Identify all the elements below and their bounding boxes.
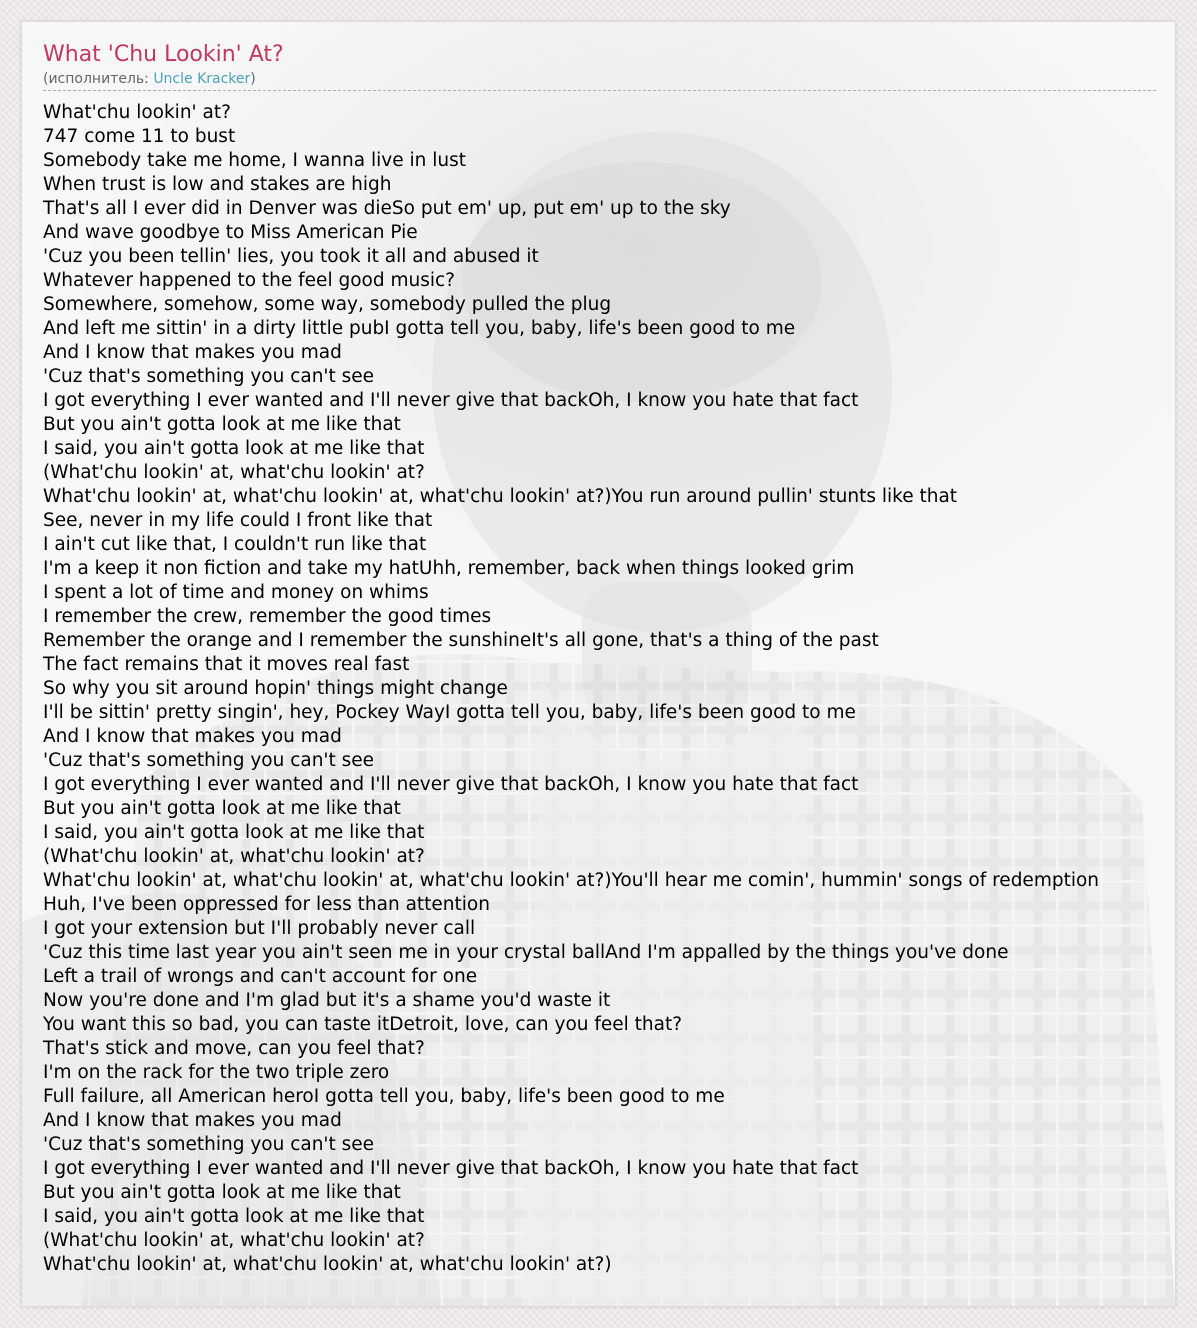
lyric-line: 747 come 11 to bust: [43, 126, 236, 147]
lyric-line: I ain't cut like that, I couldn't run like that: [43, 534, 427, 555]
lyric-line: What'chu lookin' at, what'chu lookin' at, what'chu lookin' at?)You'll hear me comin', hummin' songs of redemption: [43, 870, 1100, 891]
lyric-line: 'Cuz this time last year you ain't seen me in your crystal ballAnd I'm appalled by the things you've done: [43, 942, 1009, 963]
lyric-line: I got your extension but I'll probably never call: [43, 918, 476, 939]
lyric-line: What'chu lookin' at, what'chu lookin' at, what'chu lookin' at?): [43, 1254, 612, 1275]
lyric-line: And I know that makes you mad: [43, 1110, 342, 1131]
lyric-line: I said, you ain't gotta look at me like that: [43, 1206, 425, 1227]
lyric-line: You want this so bad, you can taste itDetroit, love, can you feel that?: [43, 1014, 683, 1035]
title-divider: [43, 90, 1156, 91]
lyric-line: (What'chu lookin' at, what'chu lookin' at?: [43, 846, 425, 867]
lyric-line: I'll be sittin' pretty singin', hey, Pockey WayI gotta tell you, baby, life's been good to me: [43, 702, 856, 723]
lyric-line: Remember the orange and I remember the sunshineIt's all gone, that's a thing of the past: [43, 630, 879, 651]
lyric-line: 'Cuz that's something you can't see: [43, 1134, 375, 1155]
lyric-line: Whatever happened to the feel good music?: [43, 270, 455, 291]
lyric-line: But you ain't gotta look at me like that: [43, 414, 401, 435]
lyric-line: And wave goodbye to Miss American Pie: [43, 222, 418, 243]
lyrics-text: [43, 101, 1174, 1277]
lyrics-card: [21, 21, 1176, 1307]
lyric-line: Somebody take me home, I wanna live in lust: [43, 150, 466, 171]
lyric-line: And left me sittin' in a dirty little pubI gotta tell you, baby, life's been good to me: [43, 318, 796, 339]
lyric-line: I got everything I ever wanted and I'll never give that backOh, I know you hate that fact: [43, 774, 859, 795]
lyric-line: Now you're done and I'm glad but it's a shame you'd waste it: [43, 990, 611, 1011]
lyric-line: And I know that makes you mad: [43, 726, 342, 747]
lyric-line: (What'chu lookin' at, what'chu lookin' at?: [43, 462, 425, 483]
lyric-line: I'm a keep it non fiction and take my hatUhh, remember, back when things looked grim: [43, 558, 855, 579]
song-title: What 'Chu Lookin' At?: [43, 42, 284, 67]
lyric-line: That's all I ever did in Denver was dieSo put em' up, put em' up to the sky: [43, 198, 731, 219]
lyric-line: See, never in my life could I front like that: [43, 510, 433, 531]
lyric-line: Left a trail of wrongs and can't account for one: [43, 966, 478, 987]
lyric-line: But you ain't gotta look at me like that: [43, 798, 401, 819]
lyric-line: So why you sit around hopin' things might change: [43, 678, 508, 699]
lyric-line: I said, you ain't gotta look at me like that: [43, 822, 425, 843]
lyric-line: I got everything I ever wanted and I'll never give that backOh, I know you hate that fact: [43, 390, 859, 411]
lyric-line: 'Cuz that's something you can't see: [43, 750, 375, 771]
artist-suffix: ): [250, 71, 256, 87]
lyric-line: When trust is low and stakes are high: [43, 174, 392, 195]
artist-prefix: (исполнитель:: [43, 71, 154, 87]
lyric-line: Somewhere, somehow, some way, somebody pulled the plug: [43, 294, 612, 315]
lyric-line: I spent a lot of time and money on whims: [43, 582, 429, 603]
song-content: [43, 40, 1174, 1277]
lyric-line: I'm on the rack for the two triple zero: [43, 1062, 390, 1083]
lyric-line: I said, you ain't gotta look at me like that: [43, 438, 425, 459]
lyric-line: But you ain't gotta look at me like that: [43, 1182, 401, 1203]
lyric-line: 'Cuz you been tellin' lies, you took it all and abused it: [43, 246, 539, 267]
artist-line: [43, 70, 1174, 88]
lyric-line: I remember the crew, remember the good times: [43, 606, 492, 627]
lyric-line: I got everything I ever wanted and I'll never give that backOh, I know you hate that fact: [43, 1158, 859, 1179]
lyric-line: Huh, I've been oppressed for less than attention: [43, 894, 490, 915]
lyric-line: (What'chu lookin' at, what'chu lookin' at?: [43, 1230, 425, 1251]
lyric-line: That's stick and move, can you feel that?: [43, 1038, 425, 1059]
lyric-line: The fact remains that it moves real fast: [43, 654, 410, 675]
lyric-line: And I know that makes you mad: [43, 342, 342, 363]
lyric-line: Full failure, all American heroI gotta tell you, baby, life's been good to me: [43, 1086, 725, 1107]
lyric-line: 'Cuz that's something you can't see: [43, 366, 375, 387]
lyric-line: What'chu lookin' at?: [43, 102, 231, 123]
lyric-line: What'chu lookin' at, what'chu lookin' at, what'chu lookin' at?)You run around pullin' stunts like that: [43, 486, 958, 507]
artist-link[interactable]: Uncle Kracker: [153, 71, 251, 87]
